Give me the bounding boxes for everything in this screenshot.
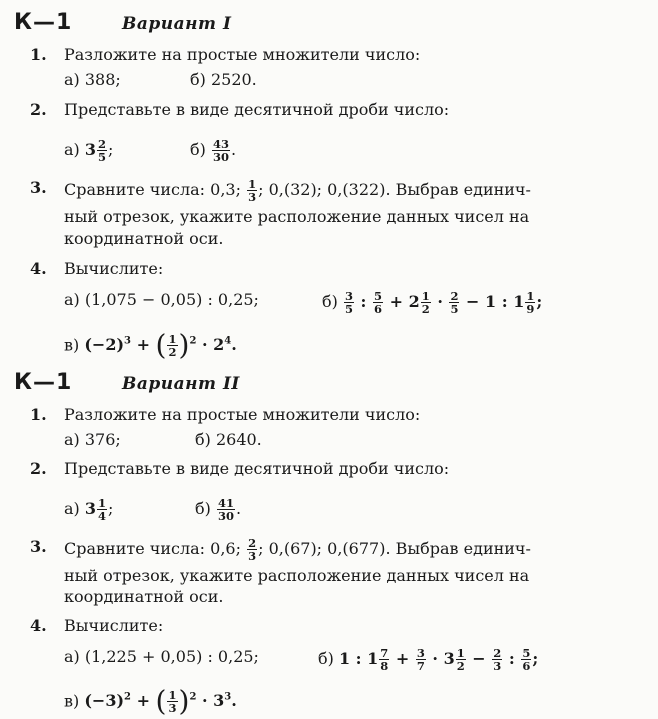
task-number: 1.: [30, 45, 47, 64]
fraction: $\frac{2}{5}$: [98, 137, 107, 164]
task-text: ный отрезок, укажите расположение данных чисел на: [64, 566, 530, 585]
option-a: а) 3 $\frac{1}{4}$ ;: [64, 496, 114, 523]
task-text: Сравните числа: 0,6; $\frac{2}{3}$ ; 0,(67); 0,(677). Выбрав единич-: [64, 536, 531, 563]
task-number: 4.: [30, 259, 47, 278]
task-text: координатной оси.: [64, 587, 224, 606]
task-text: Вычислите:: [64, 616, 164, 635]
task-text: Представьте в виде десятичной дроби число:: [64, 100, 450, 119]
fraction: $\frac{1}{4}$: [98, 496, 107, 523]
option-c: в) $(-2)^3$ + ( $\frac{1}{2}$ )$^2 \cdot 2^4$.: [64, 328, 237, 362]
option-a: а) (1,225 + 0,05) : 0,25;: [64, 647, 259, 666]
variant-title: Вариант II: [122, 374, 240, 394]
variant-1-heading: [14, 10, 231, 35]
option-b: б) $\frac{3}{5}$ : $\frac{5}{6}$ + 2 $\frac{1}{2}$ · $\frac{2}{5}$ − 1 : 1 $\frac{1}{9}$ ;: [322, 289, 543, 316]
option-b: б) $\frac{43}{30}$ .: [190, 137, 237, 164]
task-text: Вычислите:: [64, 259, 164, 278]
task-number: 3.: [30, 537, 47, 556]
task-number: 1.: [30, 405, 47, 424]
task-number: 4.: [30, 616, 47, 635]
option-a: а) 3 $\frac{2}{5}$ ;: [64, 137, 114, 164]
option-b: б) 2520.: [190, 70, 257, 89]
task-text: Сравните числа: 0,3; $\frac{1}{3}$ ; 0,(32); 0,(322). Выбрав единич-: [64, 177, 531, 204]
task-text: координатной оси.: [64, 229, 224, 248]
option-a: а) 388;: [64, 70, 121, 89]
fraction: $\frac{1}{3}$: [248, 177, 257, 204]
test-label: К—1: [14, 10, 73, 35]
option-a: а) (1,075 − 0,05) : 0,25;: [64, 290, 259, 309]
fraction: $\frac{41}{30}$: [217, 496, 234, 523]
option-b: б) $\frac{41}{30}$ .: [195, 496, 242, 523]
option-c: в) $(-3)^2$ + ( $\frac{1}{3}$ )$^2 \cdot 3^3$.: [64, 684, 237, 718]
task-number: 2.: [30, 100, 47, 119]
fraction: $\frac{2}{3}$: [248, 536, 257, 563]
task-number: 2.: [30, 459, 47, 478]
task-number: 3.: [30, 178, 47, 197]
test-label: К—1: [14, 370, 73, 395]
option-b: б) 2640.: [195, 430, 262, 449]
option-b: б) 1 : 1 $\frac{7}{8}$ + $\frac{3}{7}$ · 3 $\frac{1}{2}$ − $\frac{2}{3}$ : $\frac{5}{6}$ ;: [318, 646, 539, 673]
task-text: Разложите на простые множители число:: [64, 45, 421, 64]
variant-2-heading: [14, 370, 240, 395]
fraction: $\frac{43}{30}$: [212, 137, 229, 164]
task-text: ный отрезок, укажите расположение данных чисел на: [64, 207, 530, 226]
variant-title: Вариант I: [122, 14, 232, 34]
option-a: а) 376;: [64, 430, 121, 449]
task-text: Разложите на простые множители число:: [64, 405, 421, 424]
task-text: Представьте в виде десятичной дроби число:: [64, 459, 450, 478]
